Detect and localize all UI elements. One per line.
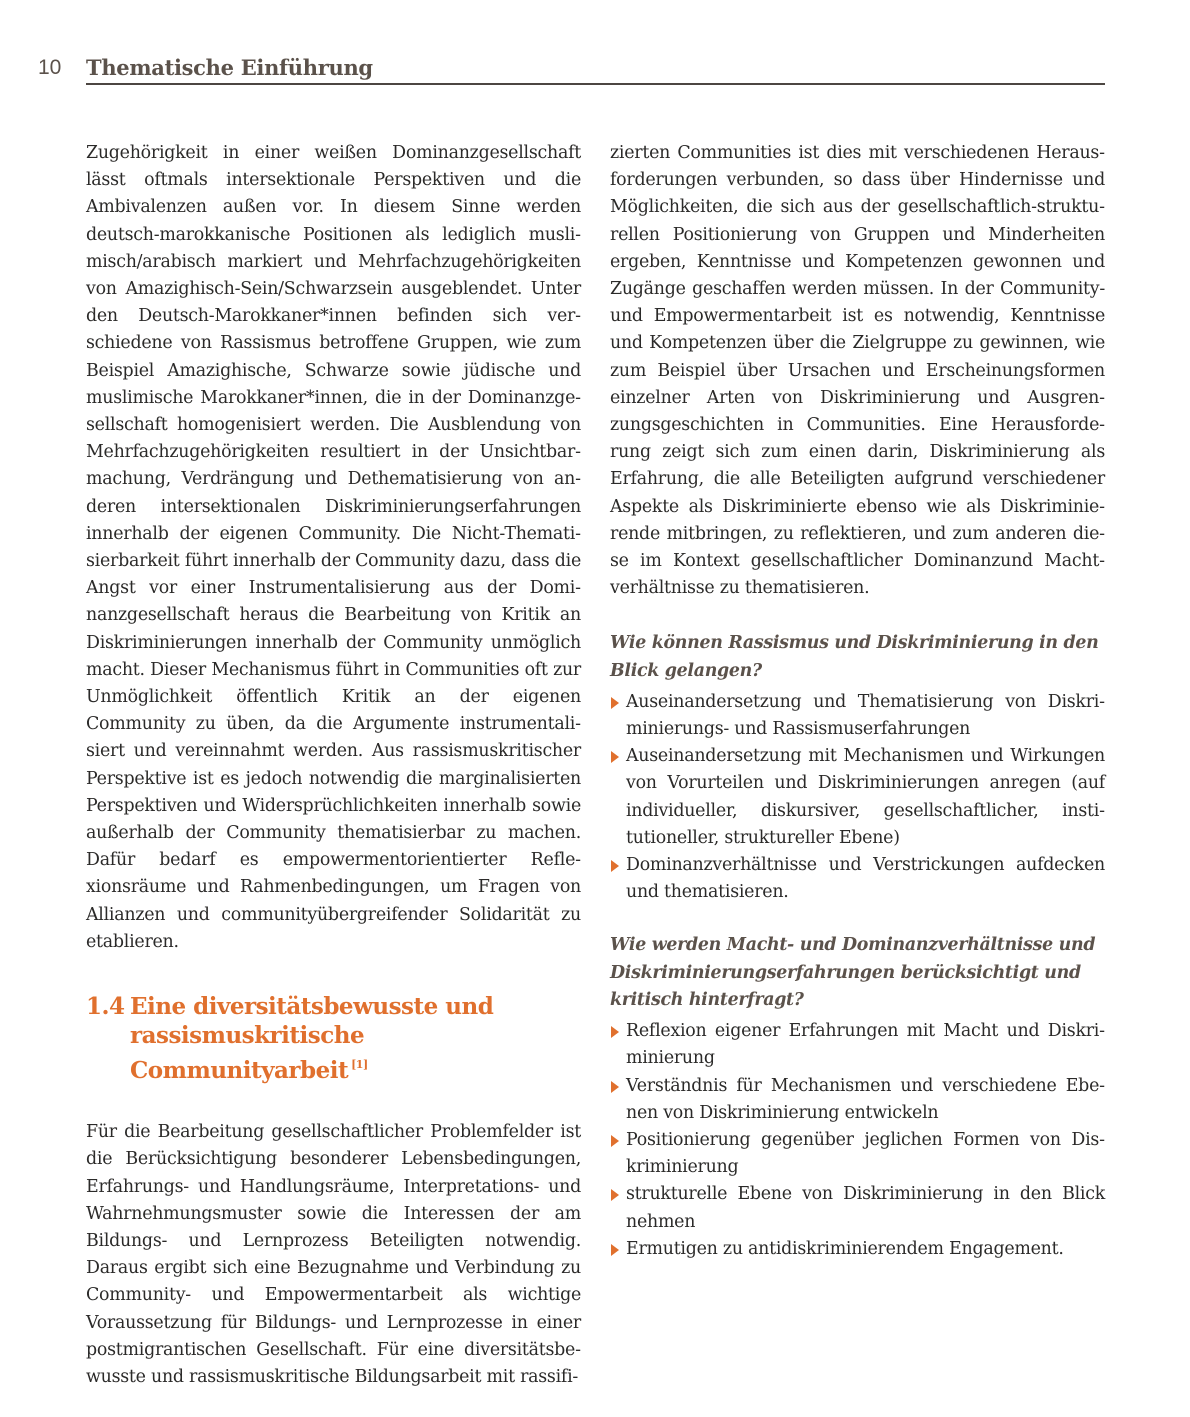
section-title-line-1: Eine diversitätsbewusste und	[130, 993, 494, 1021]
triangle-bullet-icon	[611, 860, 619, 872]
triangle-bullet-icon	[611, 1189, 619, 1201]
list-item-text: Dominanzverhältnisse und Verstrickungen aufdecken und thematisieren.	[626, 855, 1105, 903]
list-item	[610, 1127, 1105, 1181]
page-header	[0, 52, 1190, 92]
list-item-text: Reflexion eigener Erfahrungen mit Macht und Diskriminierung	[626, 1021, 1105, 1069]
triangle-bullet-icon	[611, 1026, 619, 1038]
triangle-bullet-icon	[611, 697, 619, 709]
list-item-text: Positionierung gegenüber jeglichen Formen von Diskriminierung	[626, 1129, 1105, 1178]
body-paragraph: Zugehörigkeit in einer weißen Dominanzgesellschaft lässt oftmals intersektionale Perspektiven und die Ambivalenzen außen vor. In diesem Sinne werden deutsch-marokkanische Positionen als lediglich muslimisch/arabisch markiert und Mehrfachzugehörigkeiten von Amazighisch-Sein/Schwarzsein ausgeblendet. Unter den Deutsch-Marokkaner*innen befinden sich verschiedene von Rassismus betroffene Gruppen, wie zum Beispiel Amazighische, Schwarze sowie jüdische und muslimische Marokkaner*innen, die in der Dominanzgesellschaft homogenisiert werden. Die Ausblendung von Mehrfachzugehörigkeiten resultiert in der Unsichtbarmachung, Verdrängung und Dethematisierung von anderen intersektionalen Diskriminierungserfahrungen innerhalb der eigenen Community. Die Nicht-Thematisierbarkeit führt innerhalb der Community dazu, dass die Angst vor einer Instrumentalisierung aus der Dominanzgesellschaft heraus die Bearbeitung von Kritik an Diskriminierungen innerhalb der Community unmöglich macht. Dieser Mechanismus führt in Communities oft zur Unmöglichkeit öffentlich Kritik an der eigenen Community zu üben, da die Argumente instrumentalisiert und vereinnahmt werden. Aus rassismuskritischer Perspektive ist es jedoch notwendig die marginalisierten Perspektiven und Widersprüchlichkeiten innerhalb sowie außerhalb der Community thematisierbar zu machen. Dafür bedarf es empowermentorientierter Reflexionsräume und Rahmenbedingungen, um Fragen von Allianzen und communityübergreifender Solidarität zu etablieren.	[86, 143, 581, 952]
list-item	[610, 743, 1105, 852]
page-number: 10	[38, 56, 62, 79]
body-paragraph: zierten Communities ist dies mit verschiedenen Herausforderungen verbunden, so dass über Hindernisse und Möglichkeiten, die sich aus der gesellschaftlich-strukturellen Positionierung von Gruppen und Minderheiten ergeben, Kenntnisse und Kompetenzen gewonnen und Zugänge geschaffen werden müssen. In der Community- und Empowermentarbeit ist es notwendig, Kenntnisse und Kompetenzen über die Zielgruppe zu gewinnen, wie zum Beispiel über Ursachen und Erscheinungsformen einzelner Arten von Diskriminierung und Ausgrenzungsgeschichten in Communities. Eine Herausforderung zeigt sich zum einen darin, Diskriminierung als Erfahrung, die alle Beteiligten aufgrund verschiedener Aspekte als Diskriminierte ebenso wie als Diskriminierende mitbringen, zu reflektieren, und zum anderen diese im Kontext gesellschaftlicher Dominanzund Machtverhältnisse zu thematisieren.	[610, 143, 1105, 599]
triangle-bullet-icon	[611, 1081, 619, 1093]
left-column	[86, 140, 581, 1391]
list-item-text: Ermutigen zu antidiskriminierendem Engagement.	[626, 1238, 1064, 1259]
list-item	[610, 1236, 1105, 1263]
triangle-bullet-icon	[611, 1244, 619, 1256]
list-item-text: strukturelle Ebene von Diskriminierung in den Blick nehmen	[626, 1184, 1105, 1232]
list-item-text: Auseinandersetzung mit Mechanismen und Wirkungen von Vorurteilen und Diskriminierungen anregen (auf individueller, diskursiver, gesellschaftlicher, institutioneller, struktureller Ebene)	[626, 746, 1105, 848]
section-title	[130, 992, 581, 1085]
section-number: 1.4	[86, 993, 125, 1021]
running-title: Thematische Einführung	[86, 55, 373, 80]
triangle-bullet-icon	[611, 751, 619, 763]
list-item	[610, 689, 1105, 743]
body-paragraph: Für die Bearbeitung gesellschaftlicher Problemfelder ist die Berücksichtigung besonderer Lebensbedingungen, Erfahrungs- und Handlungsräume, Interpretations- und Wahrnehmungsmuster sowie die Interessen der am Bildungs- und Lernprozess Beteiligten notwendig. Daraus ergibt sich eine Bezugnahme und Verbindung zu Community- und Empowermentarbeit als wichtige Voraussetzung für Bildungs- und Lernprozesse in einer postmigrantischen Gesellschaft. Für eine diversitätsbewusste und rassismuskritische Bildungsarbeit mit rassifi-	[86, 1122, 581, 1387]
bullet-list	[610, 1018, 1105, 1263]
header-rule	[86, 83, 1105, 85]
footnote-marker[interactable]: [1]	[351, 1058, 368, 1072]
list-item	[610, 852, 1105, 906]
triangle-bullet-icon	[611, 1135, 619, 1147]
section-title-line-2: rassismuskritische Communityarbeit	[130, 1022, 365, 1085]
bullet-list	[610, 689, 1105, 907]
list-item-text: Verständnis für Mechanismen und verschiedene Ebenen von Diskriminierung entwickeln	[626, 1075, 1105, 1123]
section-heading	[86, 992, 581, 1085]
question-heading: Wie werden Macht- und Dominanzverhältnisse und Diskriminierungserfahrungen berücksichtigt und kritisch hinterfragt?	[610, 935, 1096, 1010]
list-item-text: Auseinandersetzung und Thematisierung von Diskriminierungs- und Rassismuserfahrungen	[626, 691, 1105, 740]
list-item	[610, 1073, 1105, 1127]
list-item	[610, 1181, 1105, 1235]
list-item	[610, 1018, 1105, 1072]
question-heading: Wie können Rassismus und Diskriminierung in den Blick gelangen?	[610, 633, 1099, 681]
right-column	[610, 140, 1105, 1263]
